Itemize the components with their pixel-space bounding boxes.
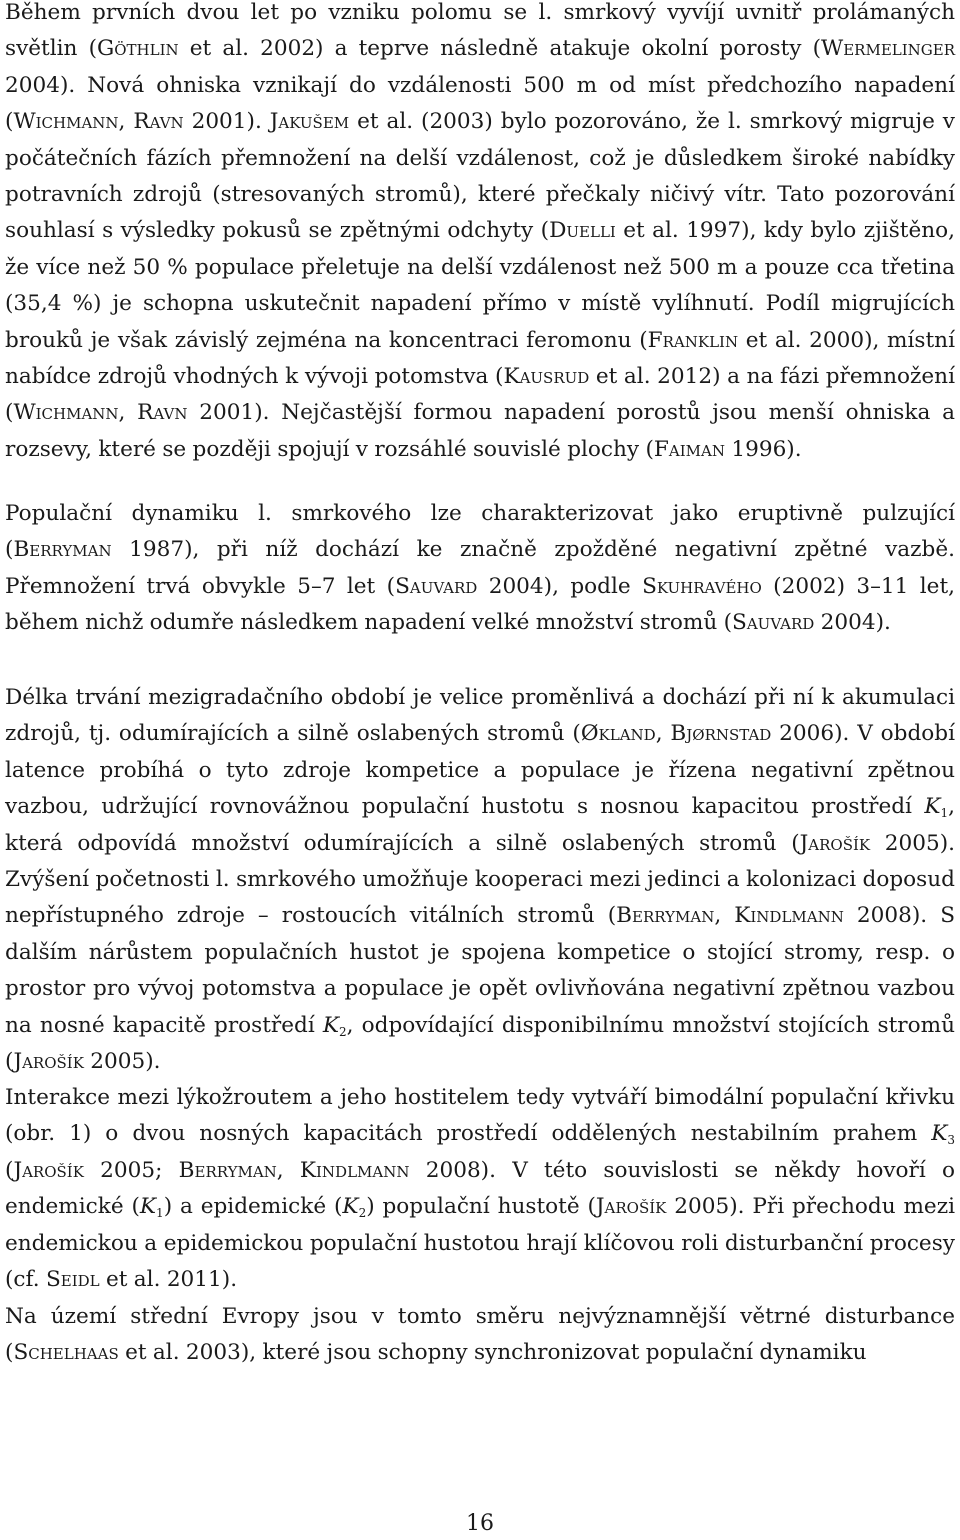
author-reference: Wermelinger (821, 36, 955, 62)
text: 1987), při níž dochází ke značně zpožděné negativní zpětné vazbě. Přemnožení trvá obvykle 5–7 let ( (5, 537, 955, 599)
symbol-subscript: 1 (156, 1206, 164, 1221)
text: et al. 1997), kdy bylo zjištěno, že více než 50 % populace přeletuje na delší vzdálenost než 500 m a pouze cca třetina (35,4 %) je schopna uskutečnit napadení přímo v místě vylíhnutí. Podíl migrujících brouků je však závislý zejména na koncentraci feromonu ( (5, 218, 956, 353)
text: et al. 2000), místní nabídce zdrojů vhodných k vývoji potomstva ( (5, 327, 955, 390)
symbol-k: K (322, 1012, 340, 1038)
text: et al. 2002) a teprve následně atakuje okolní porosty ( (178, 36, 822, 62)
symbol-subscript: 3 (947, 1133, 955, 1148)
paragraph-3 (5, 680, 955, 1080)
paragraph-4 (5, 1080, 955, 1298)
symbol-subscript: 2 (358, 1206, 367, 1221)
author-reference: Berryman, Kindlmann (616, 903, 844, 929)
text: ) populační hustotě ( (366, 1194, 596, 1220)
text: 2005; (83, 1157, 179, 1183)
text: et al. 2012) a na fázi přemnožení ( (5, 364, 955, 426)
symbol-subscript: 2 (339, 1024, 347, 1039)
symbol-k: K (924, 794, 941, 820)
author-reference: Wichmann, Ravn (13, 109, 184, 135)
text: Populační dynamiku l. smrkového lze charakterizovat jako eruptivně pulzující ( (5, 501, 955, 563)
author-reference: Kausrud (503, 364, 590, 390)
text: ) a epidemické ( (163, 1194, 343, 1220)
text: 2001). Nejčastější formou napadení porostů jsou menší ohniska a rozsevy, které se později spojují v rozsáhlé souvislé plochy ( (5, 400, 955, 462)
text: 2004). (814, 610, 891, 636)
symbol-k: K (139, 1194, 157, 1220)
text: 2004), podle (477, 573, 643, 599)
symbol-subscript: 1 (940, 806, 949, 821)
paragraph-2 (5, 496, 955, 642)
text: (2002) 3–11 let, během nichž odumře následkem napadení velké množství stromů ( (5, 573, 956, 636)
page-number: 16 (466, 1511, 494, 1536)
author-reference: Jakušem (269, 109, 350, 135)
text: 2004). Nová ohniska vznikají do vzdálenosti 500 m od míst předchozího napadení ( (5, 72, 955, 135)
author-reference: Duelli (549, 218, 616, 244)
author-reference: Schelhaas (13, 1340, 119, 1366)
text: 1996). (724, 436, 802, 462)
text: Během prvních dvou let po vzniku polomu se l. smrkový vyvíjí uvnitř prolámaných světlin ( (5, 0, 955, 62)
paragraph-5 (5, 1299, 955, 1372)
author-reference: Sauvard (732, 610, 815, 636)
author-reference: Jarošík (799, 830, 871, 856)
text: et al. 2003), které jsou schopny synchronizovat populační dynamiku (118, 1340, 867, 1366)
symbol-k: K (342, 1194, 359, 1220)
text: 2001). (183, 109, 270, 135)
author-reference: Sauvard (395, 573, 478, 599)
text: 2005). (83, 1049, 161, 1075)
text: et al. 2011). (99, 1267, 238, 1293)
text: Interakce mezi lýkožroutem a jeho hostitelem tedy vytváří bimodální populační křivku (obr. 1) o dvou nosných kapacitách prostředí oddělených nestabilním prahem (5, 1085, 955, 1147)
text: 2008). S dalším nárůstem populačních hustot je spojena kompetice o stojící stromy, resp. o prostor pro vývoj potomstva a populace je opět ovlivňována negativní zpětnou vazbou na nosné kapacitě prostředí (5, 903, 955, 1038)
text: et al. (2003) bylo pozorováno, že l. smrkový migruje v počátečních fázích přemnožení na delší vzdálenost, což je důsledkem široké nabídky potravních zdrojů (stresovaných stromů), které přečkaly ničivý vítr. Tato pozorování souhlasí s výsledky pokusů se zpětnými odchyty ( (5, 109, 955, 244)
author-reference: Jarošík (13, 1157, 84, 1183)
text: 2006). V období latence probíhá o tyto zdroje kompetice a populace je řízena negativní zpětnou vazbou, udržující rovnovážnou populační hustotu s nosnou kapacitou prostředí (5, 721, 956, 820)
text: Délka trvání mezigradačního období je velice proměnlivá a dochází při ní k akumulaci zdrojů, tj. odumírajících a silně oslabených stromů ( (5, 685, 955, 747)
author-reference: Franklin (647, 327, 739, 353)
text: , odpovídající disponibilnímu množství stojících stromů ( (5, 1012, 956, 1075)
text: , která odpovídá množství odumírajících a silně oslabených stromů ( (5, 794, 955, 856)
symbol-k: K (931, 1121, 948, 1147)
paragraph-1 (5, 0, 955, 468)
text: 2008). V této souvislosti se někdy hovoří o endemické ( (5, 1157, 955, 1220)
author-reference: Jarošík (13, 1049, 84, 1075)
author-reference: Økland, Bjørnstad (580, 721, 772, 747)
text: Na území střední Evropy jsou v tomto směru nejvýznamnější větrné disturbance ( (5, 1304, 955, 1366)
author-reference: Göthlin (97, 36, 179, 62)
text: 2005). Zvýšení početnosti l. smrkového umožňuje kooperaci mezi jedinci a kolonizaci doposud nepřístupného zdroje – rostoucích vitálních stromů ( (5, 830, 955, 929)
author-reference: Wichmann, Ravn (13, 400, 188, 426)
author-reference: Seidl (45, 1267, 100, 1293)
author-reference: Berryman (13, 537, 112, 563)
author-reference: Berryman, Kindlmann (178, 1157, 410, 1183)
text: 2005). Při přechodu mezi endemickou a epidemickou populační hustotou hrají klíčovou roli disturbanční procesy (cf. (5, 1194, 955, 1293)
author-reference: Faiman (653, 436, 725, 462)
author-reference: Jarošík (595, 1194, 667, 1220)
author-reference: Skuhravého (642, 573, 762, 599)
text: ( (5, 1157, 14, 1183)
